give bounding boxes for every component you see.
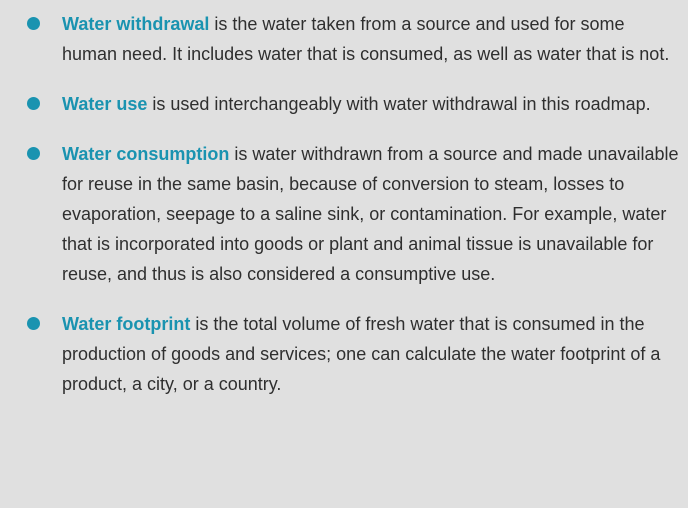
definition-item: [0, 9, 688, 69]
bullet-icon: [27, 317, 40, 330]
definition-item: [0, 139, 688, 289]
definition-term: Water use: [62, 94, 148, 114]
definition-term: Water withdrawal: [62, 14, 210, 34]
definition-item: [0, 309, 688, 399]
definition-term: Water consumption: [62, 144, 230, 164]
definition-term: Water footprint: [62, 314, 191, 334]
bullet-icon: [27, 97, 40, 110]
definition-text: is used interchangeably with water withdrawal in this roadmap.: [147, 94, 651, 114]
bullet-icon: [27, 147, 40, 160]
bullet-icon: [27, 17, 40, 30]
definition-text: is water withdrawn from a source and made unavailable for reuse in the same basin, because of conversion to steam, losses to evaporation, seepage to a saline sink, or contamination. For example, water that is incorporated into goods or plant and animal tissue is unavailable for reuse, and thus is also considered a consumptive use.: [62, 144, 679, 284]
definition-text: is the total volume of fresh water that is consumed in the production of goods and services; one can calculate the water footprint of a product, a city, or a country.: [62, 314, 661, 394]
definition-text: is the water taken from a source and used for some human need. It includes water that is consumed, as well as water that is not.: [62, 14, 670, 64]
definition-item: [0, 89, 688, 119]
